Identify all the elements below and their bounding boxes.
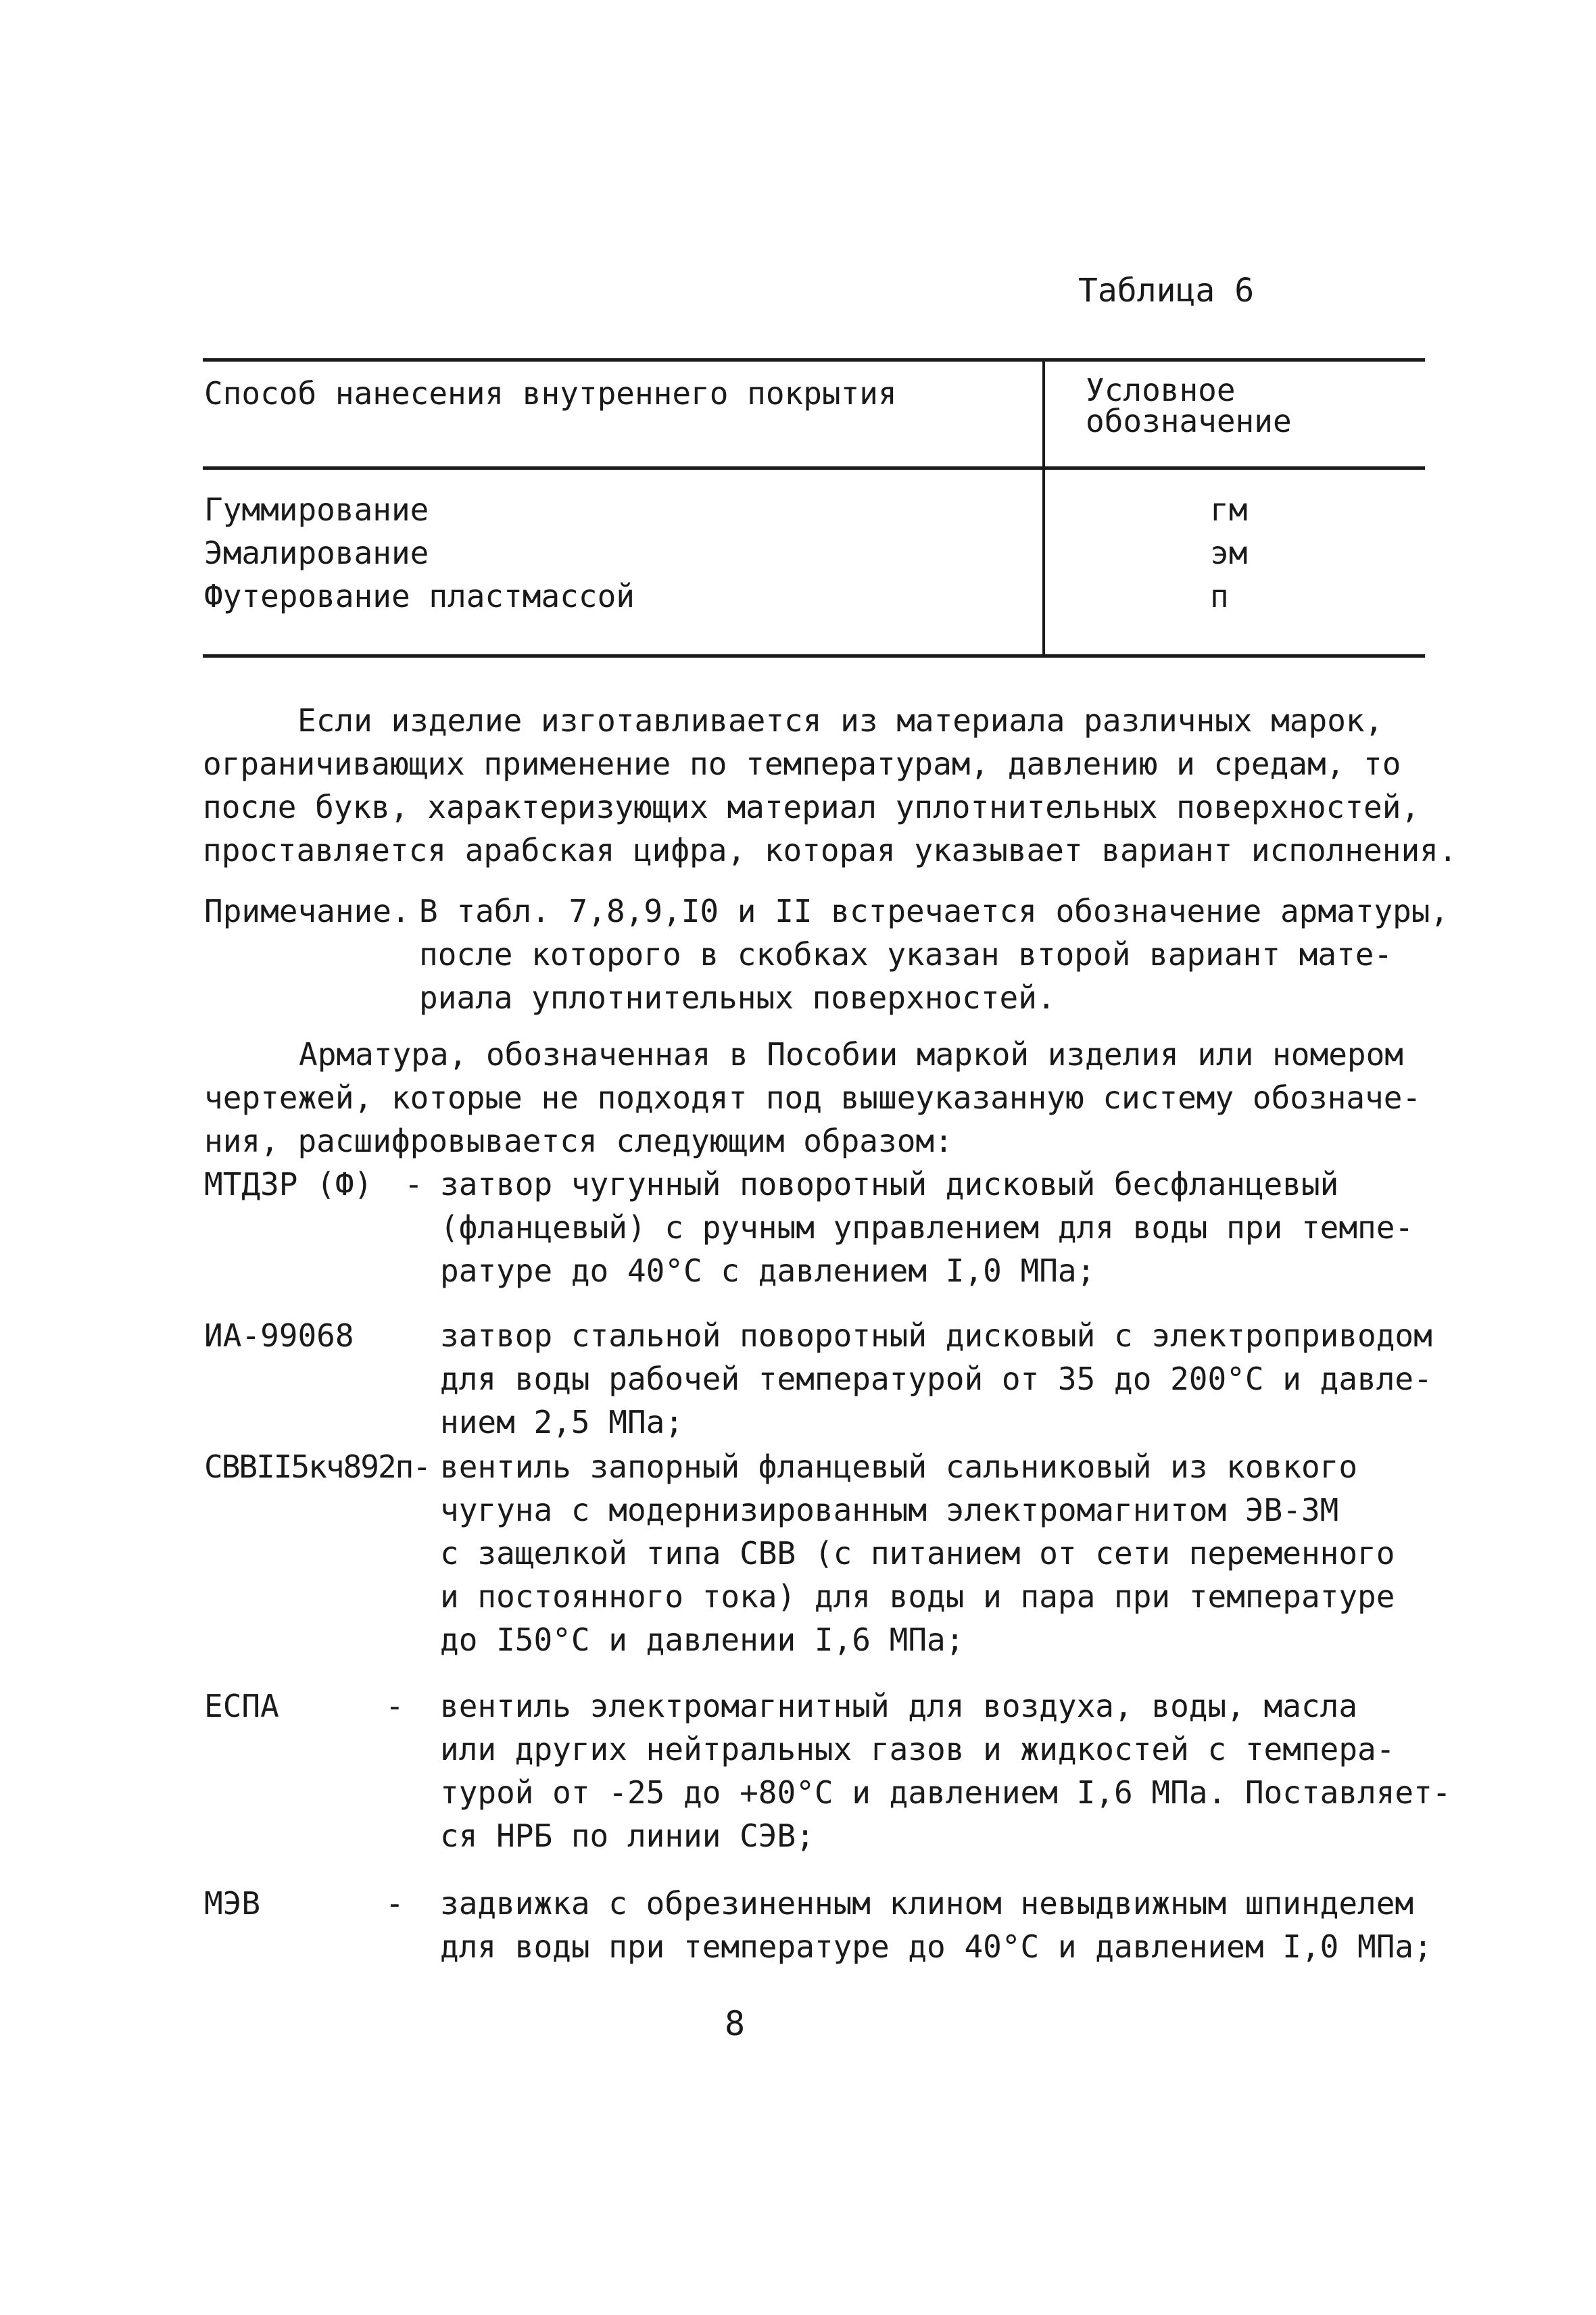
- definition-term: ИА-99068: [204, 1317, 354, 1354]
- definition-line: до I50°С и давлении I,6 МПа;: [440, 1622, 965, 1658]
- definition-line: для воды при температуре до 40°С и давлением I,0 МПа;: [440, 1928, 1432, 1965]
- definition-term: МЭВ: [204, 1885, 261, 1922]
- table-bottom-rule: [203, 654, 1425, 658]
- definition-description: [440, 1684, 1451, 1857]
- definition-line: вентиль запорный фланцевый сальниковый из ковкого: [440, 1448, 1358, 1485]
- definition-line: вентиль электромагнитный для воздуха, воды, масла: [440, 1688, 1358, 1724]
- note-line: В табл. 7,8,9,I0 и II встречается обозначение арматуры,: [419, 893, 1449, 929]
- definition-term: МТДЗР (Ф): [204, 1166, 373, 1202]
- table-row-code: эм: [1210, 535, 1248, 571]
- definition-description: [440, 1445, 1413, 1661]
- paragraph-line: Арматура, обозначенная в Пособии маркой изделия или номером: [299, 1036, 1403, 1073]
- definition-dash: -: [385, 1885, 404, 1922]
- table-row-code: п: [1210, 578, 1229, 614]
- definition-description: [440, 1163, 1413, 1292]
- intro-paragraph: [203, 699, 1457, 872]
- definition-dash: -: [404, 1166, 423, 1202]
- paragraph-line: Если изделие изготавливается из материала различных марок,: [297, 702, 1384, 739]
- table-header-code-line2: обозначение: [1086, 403, 1292, 439]
- definition-description: [440, 1882, 1432, 1968]
- definition-line: чугуна с модернизированным электромагнитом ЭВ-3М: [440, 1492, 1339, 1528]
- table-row-method: Эмалирование: [204, 535, 429, 571]
- table-header-rule: [203, 466, 1425, 470]
- definition-line: затвор стальной поворотный дисковый с электроприводом: [440, 1317, 1432, 1354]
- paragraph-line: ограничивающих применение по температурам, давлению и средам, то: [203, 746, 1401, 782]
- table-header-method: Способ нанесения внутреннего покрытия: [204, 375, 897, 412]
- definition-dash: -: [385, 1688, 404, 1724]
- table-caption: Таблица 6: [1078, 272, 1255, 310]
- table-row-code: гм: [1210, 491, 1248, 528]
- paragraph-line: проставляется арабская цифра, которая указывает вариант исполнения.: [203, 832, 1457, 869]
- page-number: 8: [725, 2004, 746, 2043]
- definition-line: нием 2,5 МПа;: [440, 1404, 684, 1440]
- table-row-method: Гуммирование: [204, 491, 429, 528]
- definition-line: с защелкой типа СВВ (с питанием от сети переменного: [440, 1535, 1395, 1571]
- note-label: Примечание.: [204, 893, 410, 929]
- table-header-code-line1: Условное: [1086, 372, 1236, 408]
- definition-line: ратуре до 40°С с давлением I,0 МПа;: [440, 1252, 1096, 1289]
- armature-paragraph: [204, 1033, 1421, 1163]
- definition-line: или других нейтральных газов и жидкостей с темпера-: [440, 1731, 1395, 1768]
- paragraph-line: ния, расшифровывается следующим образом:: [204, 1123, 953, 1159]
- note-line: риала уплотнительных поверхностей.: [419, 979, 1056, 1016]
- definition-line: (фланцевый) с ручным управлением для воды при темпе-: [440, 1209, 1414, 1246]
- definition-line: турой от -25 до +80°С и давлением I,6 МПа. Поставляет-: [440, 1774, 1451, 1811]
- paragraph-line: после букв, характеризующих материал уплотнительных поверхностей,: [203, 789, 1420, 825]
- definition-line: и постоянного тока) для воды и пара при температуре: [440, 1578, 1395, 1615]
- table-column-divider: [1042, 360, 1045, 654]
- table-row-method: Футерование пластмассой: [204, 578, 635, 614]
- definition-line: задвижка с обрезиненным клином невыдвижным шпинделем: [440, 1885, 1414, 1922]
- definition-line: для воды рабочей температурой от 35 до 200°С и давле-: [440, 1361, 1432, 1397]
- paragraph-line: чертежей, которые не подходят под вышеуказанную систему обозначе-: [204, 1079, 1422, 1116]
- definition-description: [440, 1314, 1432, 1444]
- definition-line: затвор чугунный поворотный дисковый бесфланцевый: [440, 1166, 1339, 1202]
- note-body: [419, 890, 1449, 1019]
- table-top-rule: [203, 358, 1425, 362]
- definition-line: ся НРБ по линии СЭВ;: [440, 1818, 815, 1854]
- definition-term: ЕСПА: [204, 1688, 279, 1724]
- note-line: после которого в скобках указан второй вариант мате-: [419, 936, 1393, 973]
- definition-term: СВВII5кч892п-: [204, 1448, 431, 1485]
